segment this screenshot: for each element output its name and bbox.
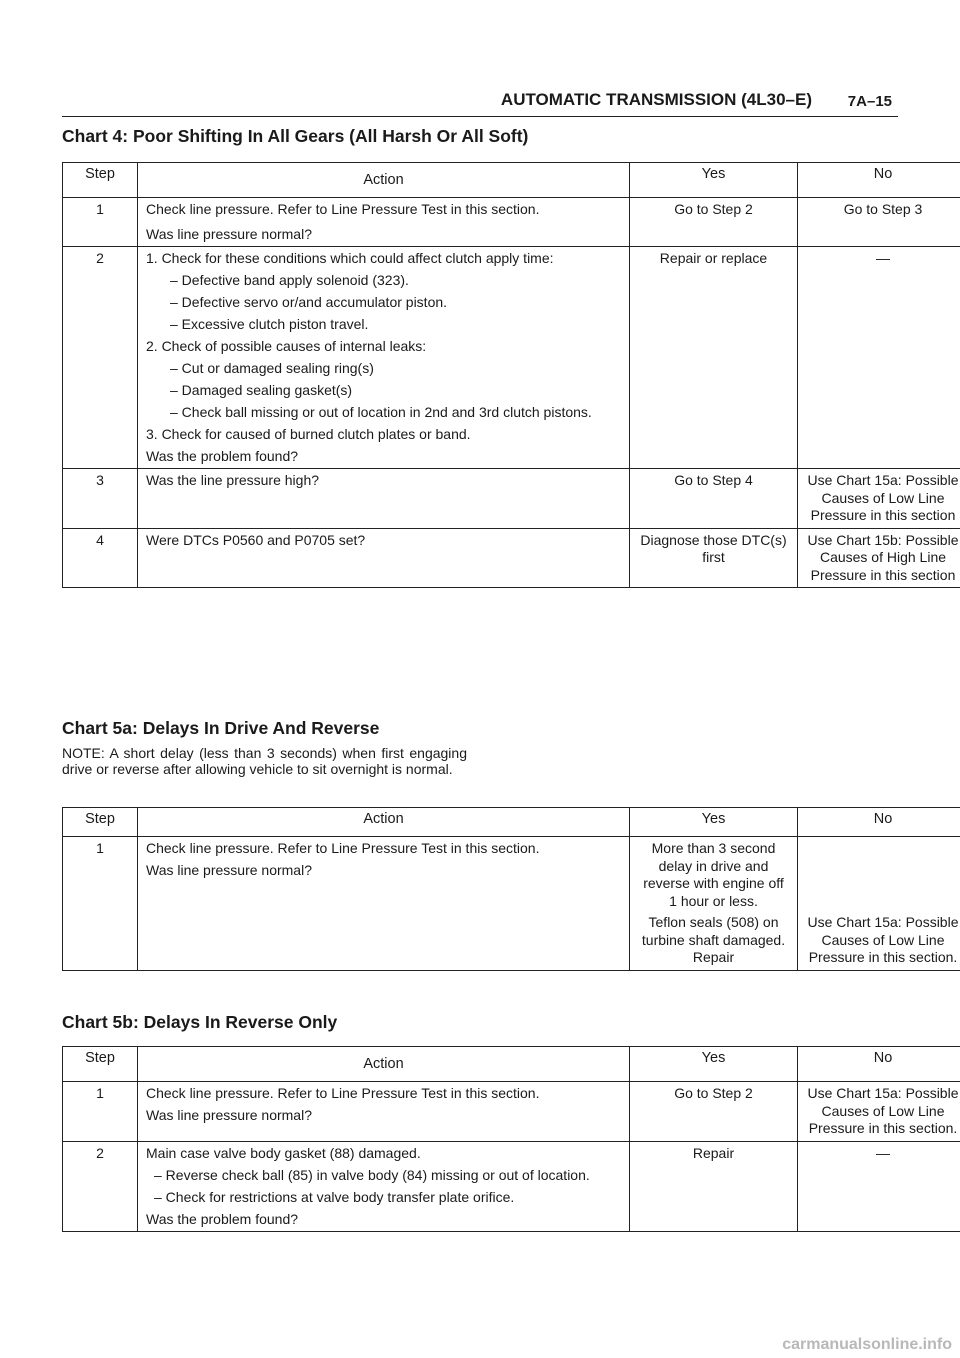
col-yes: Yes	[630, 1047, 798, 1082]
chart5b-table	[62, 1046, 960, 1232]
action-text: – Defective band apply solenoid (323).	[170, 272, 409, 288]
action-text: 1. Check for these conditions which could affect clutch apply time:	[146, 250, 554, 266]
chart4-title: Chart 4: Poor Shifting In All Gears (All Harsh Or All Soft)	[62, 126, 529, 146]
no-cell	[798, 1082, 960, 1142]
no-cell	[798, 469, 960, 529]
chart4-table	[62, 162, 960, 588]
action-question: Was the problem found?	[146, 448, 299, 464]
action-text: Check line pressure. Refer to Line Pressure Test in this section.	[146, 840, 540, 856]
action-text: Check line pressure. Refer to Line Pressure Test in this section.	[146, 1085, 540, 1101]
step-number: 2	[63, 1141, 138, 1231]
action-cell	[138, 1141, 630, 1231]
no-cell	[798, 837, 960, 971]
chart5b-title: Chart 5b: Delays In Reverse Only	[62, 1012, 338, 1032]
action-question: Were DTCs P0560 and P0705 set?	[146, 531, 366, 548]
action-text: – Damaged sealing gasket(s)	[170, 382, 353, 398]
step-number: 1	[63, 198, 138, 247]
col-action: Action	[138, 163, 630, 198]
table-row	[63, 198, 960, 247]
table-row	[63, 247, 960, 469]
action-cell	[138, 528, 630, 588]
col-yes: Yes	[630, 808, 798, 837]
yes-cell: Go to Step 4	[630, 469, 798, 529]
no-cell: —	[798, 247, 960, 469]
no-text: Use Chart 15a: Possible Causes of Low Line Pressure in this section.	[807, 914, 959, 965]
section-title: AUTOMATIC TRANSMISSION (4L30–E)	[500, 90, 812, 109]
yes-text: More than 3 second delay in drive and reverse with engine off 1 hour or less.	[643, 840, 784, 909]
yes-cell: Repair	[630, 1141, 798, 1231]
yes-text: Teflon seals (508) on turbine shaft damaged. Repair	[641, 914, 786, 965]
step-number: 2	[63, 247, 138, 469]
action-cell	[138, 1082, 630, 1142]
table-row	[63, 469, 960, 529]
watermark-text: carmanualsonline.info	[782, 1336, 952, 1353]
chart5a-table	[62, 807, 960, 971]
yes-cell	[630, 528, 798, 588]
col-no: No	[798, 1047, 960, 1082]
action-text: 3. Check for caused of burned clutch plates or band.	[146, 426, 471, 442]
col-step: Step	[63, 163, 138, 198]
chart5a-title: Chart 5a: Delays In Drive And Reverse	[62, 718, 380, 738]
action-cell	[138, 837, 630, 971]
col-no: No	[798, 808, 960, 837]
no-cell	[798, 528, 960, 588]
yes-cell: Go to Step 2	[630, 198, 798, 247]
action-question: Was line pressure normal?	[146, 862, 312, 878]
yes-text: Diagnose those DTC(s) first	[640, 531, 787, 565]
page-header	[62, 86, 898, 117]
yes-cell	[630, 837, 798, 971]
action-text: – Check for restrictions at valve body transfer plate orifice.	[154, 1188, 515, 1205]
table-row	[63, 1082, 960, 1142]
action-cell	[138, 247, 630, 469]
table-row	[63, 1141, 960, 1231]
yes-cell: Repair or replace	[630, 247, 798, 469]
action-text: – Reverse check ball (85) in valve body (84) missing or out of location.	[154, 1166, 590, 1183]
action-text: Check line pressure. Refer to Line Pressure Test in this section.	[146, 201, 540, 217]
action-question: Was the problem found?	[146, 1210, 299, 1227]
action-text: – Excessive clutch piston travel.	[170, 316, 369, 332]
table-row	[63, 837, 960, 971]
action-cell	[138, 469, 630, 529]
step-number: 1	[63, 837, 138, 971]
no-text: Use Chart 15b: Possible Causes of High Line Pressure in this section	[807, 531, 959, 583]
col-action: Action	[138, 808, 630, 837]
action-text: 2. Check of possible causes of internal leaks:	[146, 338, 427, 354]
col-action: Action	[138, 1047, 630, 1082]
action-text: – Cut or damaged sealing ring(s)	[170, 360, 374, 376]
no-cell: —	[798, 1141, 960, 1231]
step-number: 1	[63, 1082, 138, 1142]
col-step: Step	[63, 1047, 138, 1082]
action-question: Was the line pressure high?	[146, 472, 320, 488]
page-number: 7A–15	[847, 93, 892, 110]
action-question: Was line pressure normal?	[146, 1107, 312, 1123]
col-yes: Yes	[630, 163, 798, 198]
no-cell: Go to Step 3	[798, 198, 960, 247]
no-text: Use Chart 15a: Possible Causes of Low Line Pressure in this section	[807, 472, 959, 523]
action-text: – Check ball missing or out of location in 2nd and 3rd clutch pistons.	[170, 404, 592, 420]
step-number: 4	[63, 528, 138, 588]
yes-cell: Go to Step 2	[630, 1082, 798, 1142]
note-text: NOTE: A short delay (less than 3 seconds) when first engaging drive or reverse after allowing vehicle to sit overnight is normal.	[62, 745, 467, 777]
step-number: 3	[63, 469, 138, 529]
table-row	[63, 528, 960, 588]
col-no: No	[798, 163, 960, 198]
action-cell	[138, 198, 630, 247]
action-question: Was line pressure normal?	[146, 226, 312, 242]
col-step: Step	[63, 808, 138, 837]
no-text: Use Chart 15a: Possible Causes of Low Line Pressure in this section.	[807, 1085, 959, 1136]
action-text: Main case valve body gasket (88) damaged.	[146, 1144, 421, 1161]
action-text: – Defective servo or/and accumulator piston.	[170, 294, 448, 310]
